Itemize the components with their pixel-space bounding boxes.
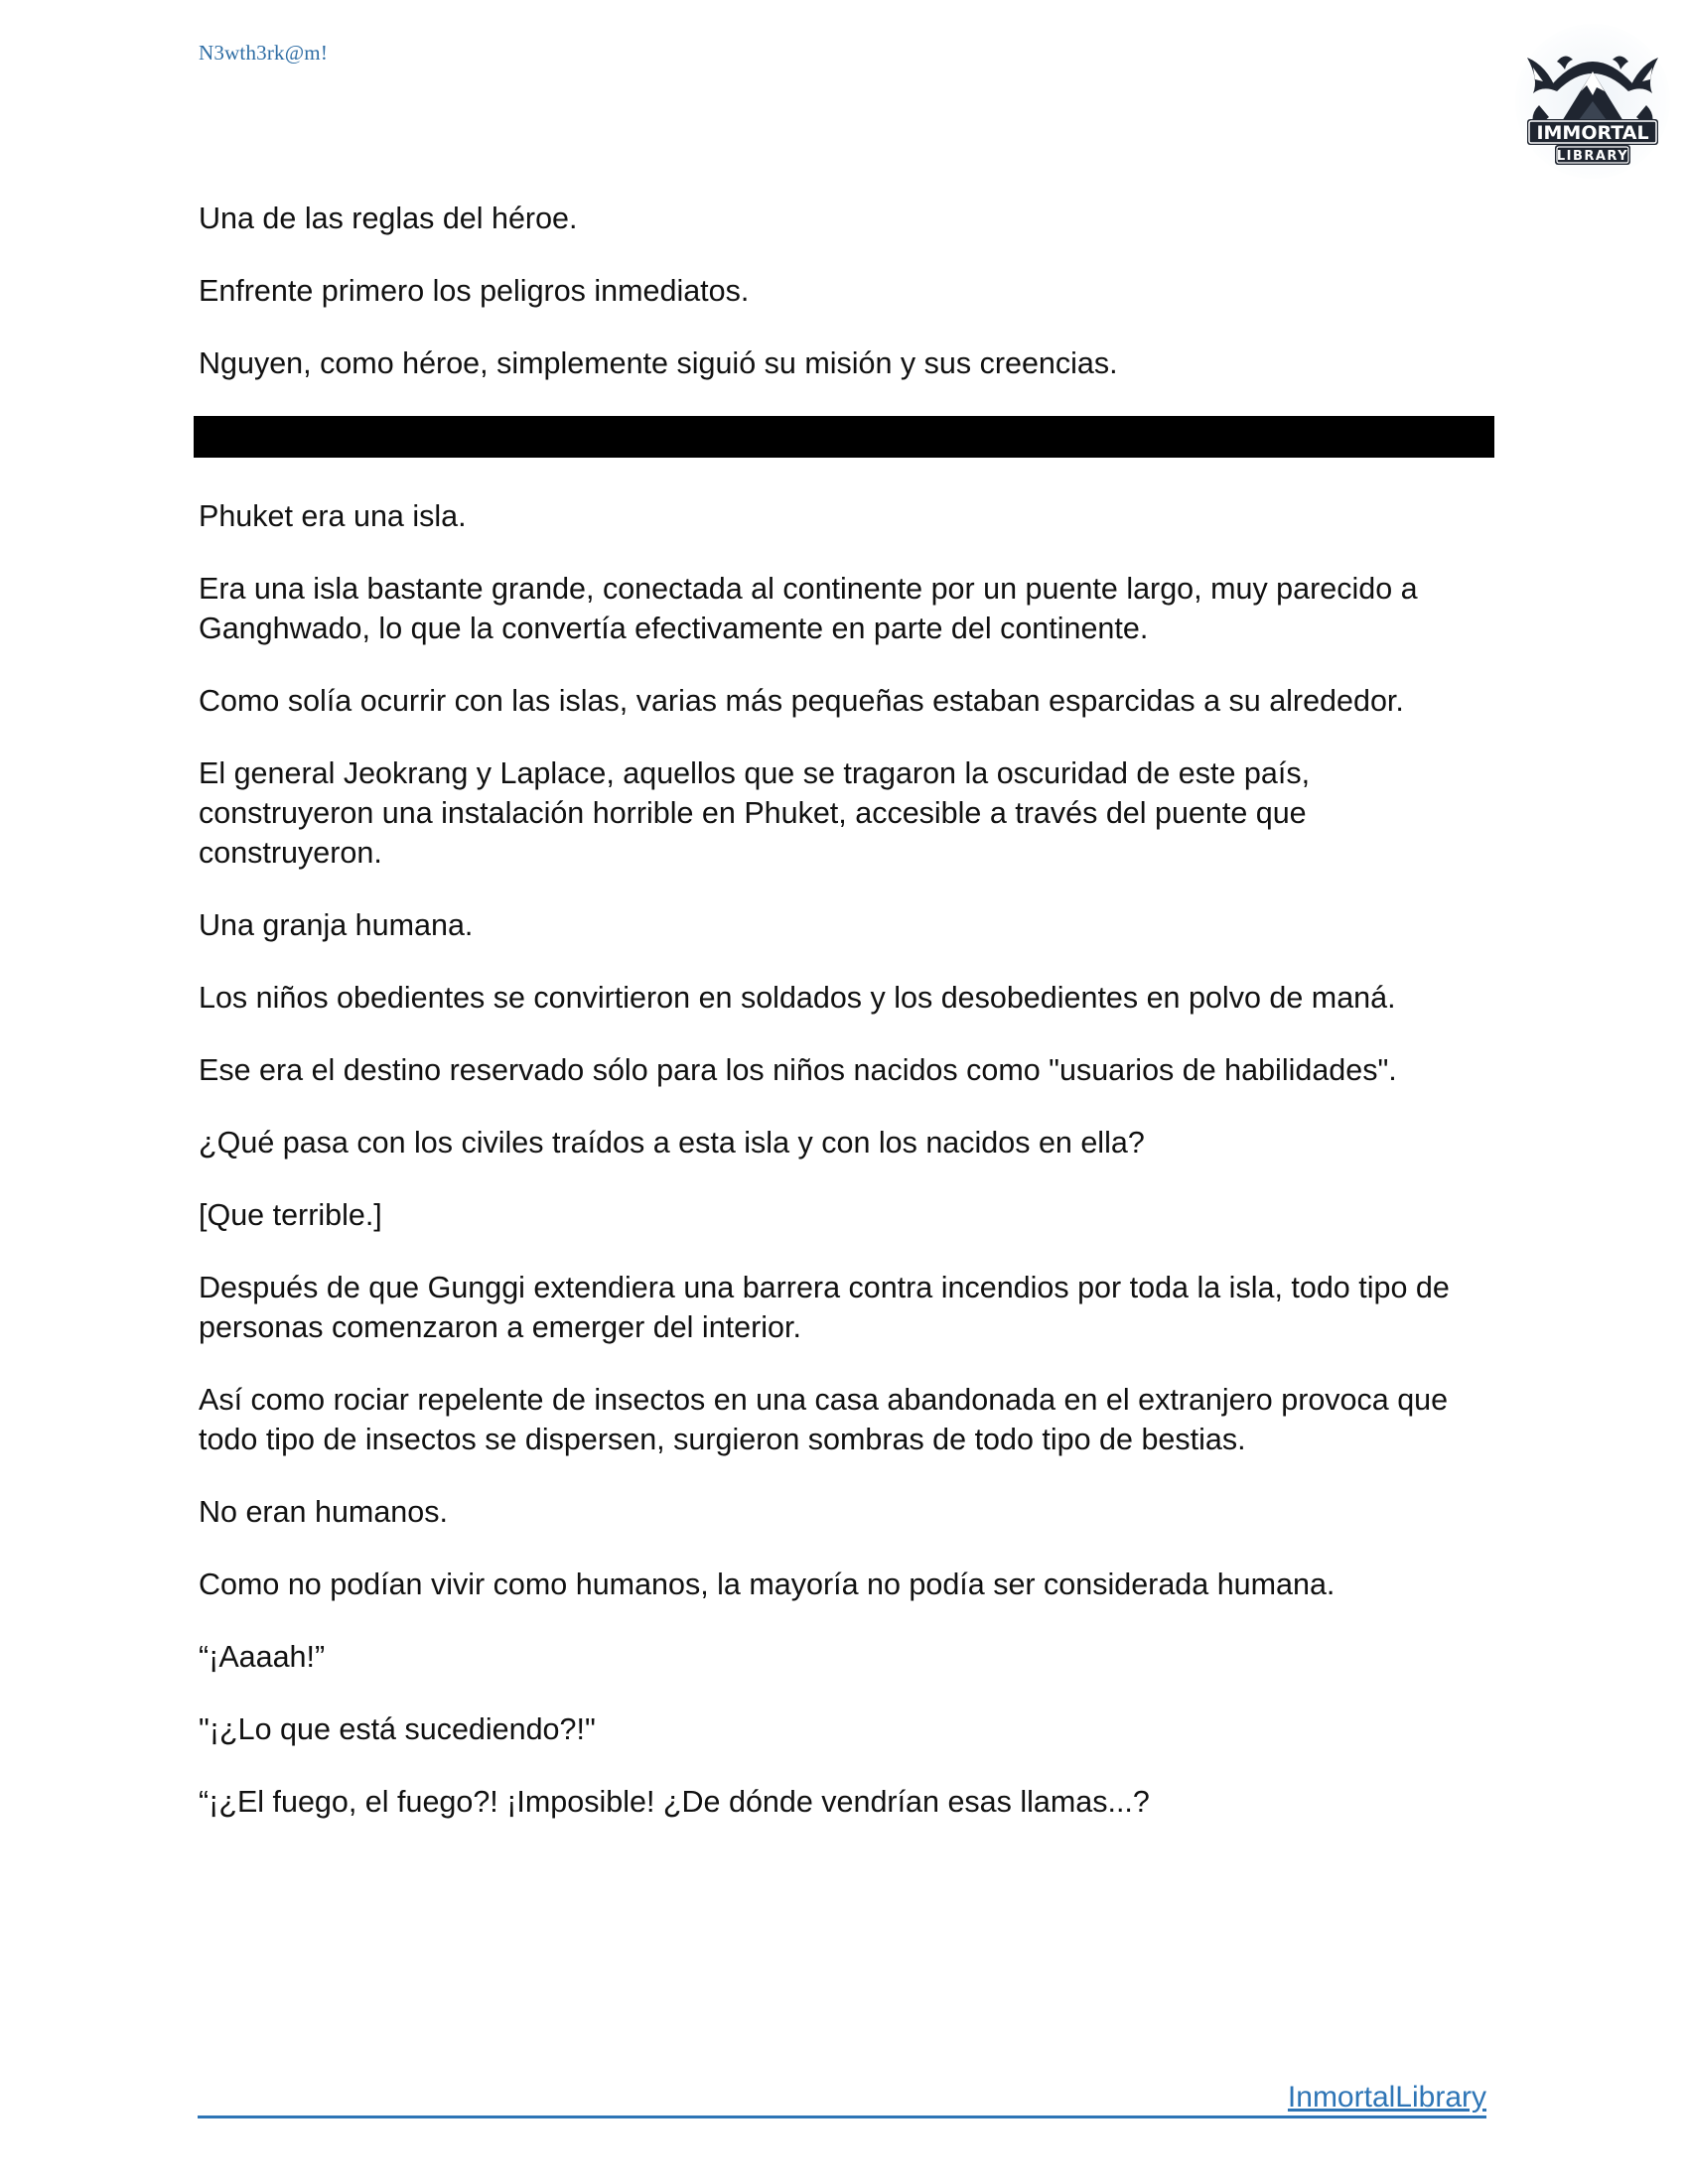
paragraph: No eran humanos. — [199, 1495, 448, 1529]
paragraph: Así como rociar repelente de insectos en una casa abandonada en el extranjero provoca que todo tipo de insectos se dispersen, surgieron sombras de todo tipo de bestias. — [199, 1383, 1449, 1456]
logo-line1: IMMORTAL — [1536, 122, 1649, 144]
paragraph: "¡¿Lo que está sucediendo?!" — [199, 1712, 596, 1746]
paragraph: Phuket era una isla. — [199, 499, 467, 533]
paragraph: Los niños obedientes se convirtieron en soldados y los desobedientes en polvo de maná. — [199, 981, 1396, 1015]
dragon-mountain-emblem-icon — [1513, 22, 1672, 186]
paragraph: Una de las reglas del héroe. — [199, 202, 578, 235]
paragraph: Ese era el destino reservado sólo para los niños nacidos como "usuarios de habilidades". — [199, 1053, 1397, 1087]
paragraph: “¡¿El fuego, el fuego?! ¡Imposible! ¿De dónde vendrían esas llamas...? — [199, 1785, 1150, 1819]
footer-library-link[interactable]: InmortalLibrary — [1287, 2081, 1486, 2114]
logo-line2: LIBRARY — [1556, 149, 1629, 164]
paragraph: “¡Aaaah!” — [199, 1640, 326, 1674]
paragraph: ¿Qué pasa con los civiles traídos a esta isla y con los nacidos en ella? — [199, 1126, 1145, 1160]
paragraph: Como solía ocurrir con las islas, varias más pequeñas estaban esparcidas a su alrededor. — [199, 684, 1404, 718]
header-watermark: N3wth3rk@m! — [199, 41, 329, 65]
paragraph: Era una isla bastante grande, conectada al continente por un puente largo, muy parecido a Ganghwado, lo que la convertía efectivamente en parte del continente. — [199, 572, 1418, 645]
paragraph: Una granja humana. — [199, 908, 474, 942]
paragraph: [Que terrible.] — [199, 1198, 382, 1232]
section-divider-bar — [194, 416, 1494, 458]
paragraph: Nguyen, como héroe, simplemente siguió su misión y sus creencias. — [199, 346, 1118, 380]
paragraph: Después de que Gunggi extendiera una barrera contra incendios por toda la isla, todo tipo de personas comenzaron a emerger del interior. — [199, 1271, 1450, 1344]
immortal-library-logo — [1513, 22, 1672, 186]
paragraph: Como no podían vivir como humanos, la mayoría no podía ser considerada humana. — [199, 1568, 1336, 1601]
footer-rule — [198, 2116, 1486, 2118]
document-body — [199, 199, 1489, 1854]
paragraph: El general Jeokrang y Laplace, aquellos que se tragaron la oscuridad de este país, construyeron una instalación horrible en Phuket, accesible a través del puente que construyeron. — [199, 756, 1311, 870]
paragraph: Enfrente primero los peligros inmediatos. — [199, 274, 750, 308]
